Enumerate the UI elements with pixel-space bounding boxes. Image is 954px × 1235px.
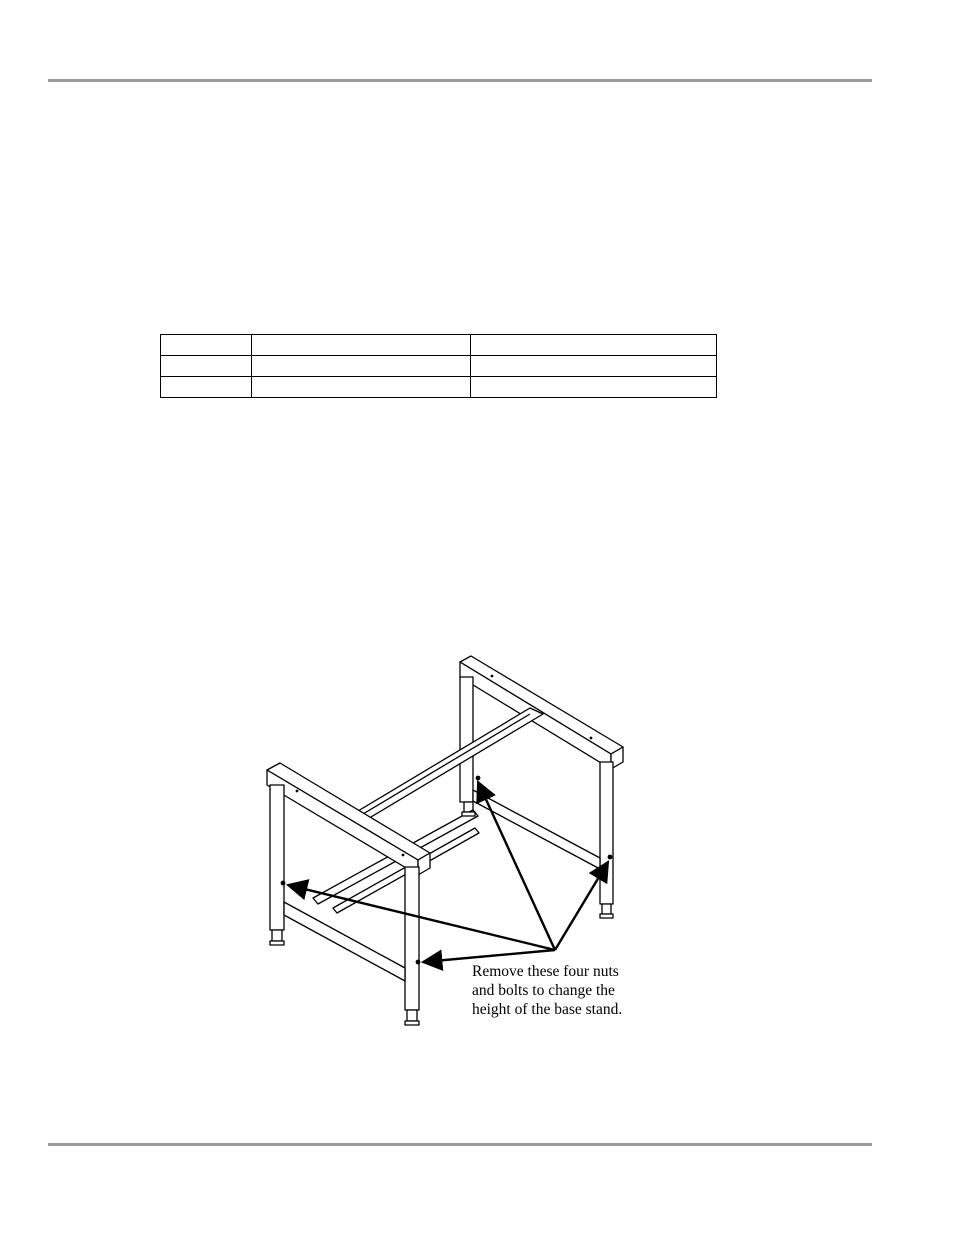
table-row bbox=[161, 356, 717, 377]
bolt-hole bbox=[281, 881, 286, 886]
callout-line: and bolts to change the bbox=[472, 982, 615, 999]
footer-rule bbox=[48, 1143, 872, 1146]
spec-table bbox=[160, 334, 717, 398]
figure-callout bbox=[472, 962, 652, 1019]
callout-line: Remove these four nuts bbox=[472, 963, 619, 980]
bolt-hole bbox=[416, 960, 421, 965]
front-lower-rail bbox=[284, 902, 405, 981]
front-right-leg bbox=[405, 867, 419, 1025]
table-cell bbox=[252, 356, 471, 377]
table-cell bbox=[252, 335, 471, 356]
table-row bbox=[161, 335, 717, 356]
table-cell bbox=[161, 356, 252, 377]
header-rule bbox=[48, 79, 872, 82]
arrow bbox=[423, 950, 555, 962]
arrow bbox=[288, 885, 555, 950]
table-cell bbox=[252, 377, 471, 398]
back-lower-rail bbox=[473, 790, 600, 869]
bolt-hole bbox=[608, 855, 613, 860]
table-row bbox=[161, 377, 717, 398]
back-top-rail bbox=[460, 656, 623, 769]
table-cell bbox=[471, 335, 717, 356]
arrow bbox=[555, 862, 608, 950]
front-left-leg bbox=[270, 785, 284, 945]
front-top-rail bbox=[267, 763, 430, 875]
table-cell bbox=[471, 377, 717, 398]
arrow bbox=[478, 782, 555, 950]
table-cell bbox=[471, 356, 717, 377]
table-cell bbox=[161, 377, 252, 398]
back-right-leg bbox=[600, 762, 613, 914]
bolt-hole bbox=[476, 776, 481, 781]
table-cell bbox=[161, 335, 252, 356]
callout-line: height of the base stand. bbox=[472, 1001, 623, 1018]
